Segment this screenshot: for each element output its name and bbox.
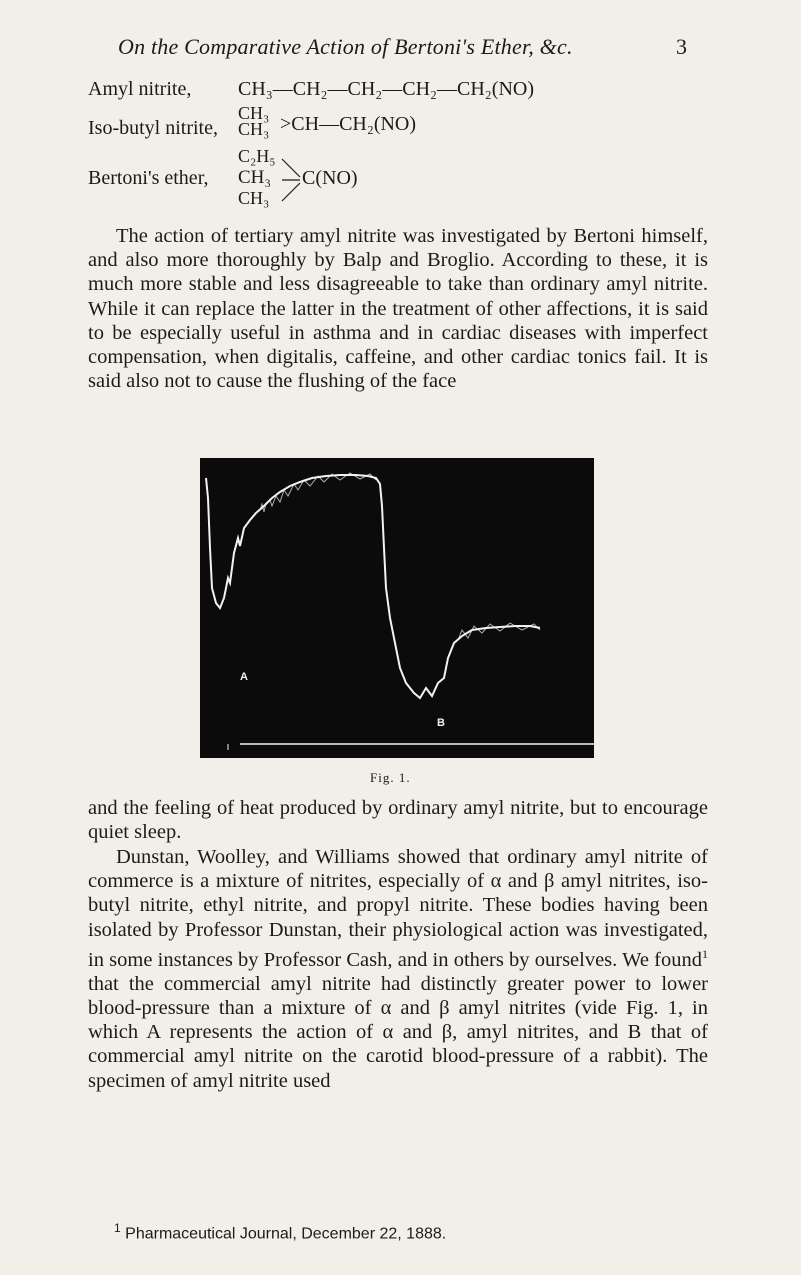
paragraph-1-text: The action of tertiary amyl nitrite was investigated by Bertoni himself, and also more thoroughly by Balp and Broglio. According to these, it is much more stable and less disagreeable to take than ordinary amyl nitrite. While it can replace the latter in the treatment of other affections, it is said to be especially useful in asthma and in cardiac diseases with imperfect compensation, when digitalis, caffeine, and other cardiac tonics fail. It is said also not to cause the flushing of the face: [88, 225, 708, 393]
paragraph-3-part1: Dunstan, Woolley, and Williams showed that ordinary amyl nitrite of commerce is a mixture of nitrites, especially of α and β amyl nitrites, iso-butyl nitrite, ethyl nitrite, and propyl nitrite. These bodies having been isolated by Professor Dunstan, their physiological action was investigated, in some instances by Professor Cash, and in others by ourselves. We found: [88, 846, 708, 971]
trace-a: [206, 475, 540, 698]
paragraph-3-text: [88, 845, 708, 1093]
footnote: [114, 1221, 446, 1243]
paragraph-1: [88, 224, 708, 393]
formula-label-amyl: Amyl nitrite,: [88, 78, 192, 100]
bertoni-core: C(NO): [302, 167, 358, 189]
formula-label-isobutyl: Iso-butyl nitrite,: [88, 117, 218, 139]
paragraph-3-part2: that the commercial amyl nitrite had distinctly greater power to lower blood-pressure than a mixture of α and β amyl nitrites (vide Fig. 1, in which A represents the action of α and β, amyl nitrites, and B that of commercial amyl nitrite on the carotid blood-pressure of a rabbit). The specimen of amyl nitrite used: [88, 972, 708, 1092]
figure-label-a: A: [240, 671, 248, 683]
paragraph-2-text: and the feeling of heat produced by ordinary amyl nitrite, but to encourage quiet sleep.: [88, 797, 708, 844]
bertoni-middle-group: CH₃: [238, 167, 272, 188]
bertoni-top-group: C₂H₅: [238, 146, 276, 166]
figure-1-blood-pressure-trace: [200, 458, 594, 758]
figure-caption: Fig. 1.: [370, 770, 411, 785]
figure-label-b: B: [437, 717, 445, 729]
isobutyl-bottom-group: CH₃: [238, 119, 270, 139]
paragraph-2: [88, 796, 708, 844]
formula-amyl-structure: CH₃—CH₂—CH₂—CH₂—CH₂(NO): [238, 78, 534, 100]
footnote-reference[interactable]: 1: [702, 946, 708, 961]
bertoni-bottom-group: CH₃: [238, 188, 270, 208]
figure-trace-svg: [200, 458, 594, 758]
trace-a-fuzz: [260, 473, 376, 512]
formula-label-bertoni: Bertoni's ether,: [88, 167, 209, 189]
isobutyl-top-group: CH₃: [238, 103, 270, 123]
page-number: 3: [676, 34, 687, 59]
paragraph-3: [88, 845, 708, 1093]
running-title: On the Comparative Action of Bertoni's Ether, &c.: [118, 34, 573, 59]
footnote-mark: 1: [114, 1221, 121, 1235]
footnote-text: Pharmaceutical Journal, December 22, 1888.: [125, 1225, 447, 1243]
isobutyl-main-chain: >CH—CH₂(NO): [280, 113, 417, 135]
